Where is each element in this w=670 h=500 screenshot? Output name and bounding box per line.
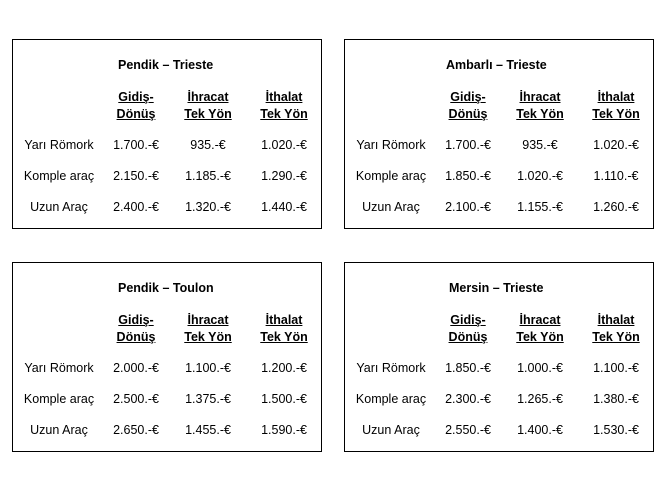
price-ithalat: 1.200.-€ <box>261 361 307 375</box>
header-ihracat-tek-yon: İhracat Tek Yön <box>184 313 232 344</box>
route-title: Pendik – Trieste <box>118 58 214 72</box>
header-ithalat-tek-yon: İthalat Tek Yön <box>260 313 308 344</box>
row-label: Komple araç <box>355 169 427 183</box>
header-ihracat-tek-yon: İhracat Tek Yön <box>516 90 564 121</box>
row-label: Uzun Araç <box>30 200 88 214</box>
price-gidis-donus: 2.300.-€ <box>445 392 491 406</box>
price-gidis-donus: 2.400.-€ <box>113 200 159 214</box>
price-gidis-donus: 2.550.-€ <box>445 423 491 437</box>
price-ithalat: 1.100.-€ <box>593 361 639 375</box>
price-gidis-donus: 2.000.-€ <box>113 361 159 375</box>
table-row <box>13 360 321 376</box>
price-ithalat: 1.530.-€ <box>593 423 639 437</box>
price-ihracat: 1.155.-€ <box>517 200 563 214</box>
price-ihracat: 1.375.-€ <box>185 392 231 406</box>
price-gidis-donus: 1.850.-€ <box>445 361 491 375</box>
route-title: Mersin – Trieste <box>449 281 544 295</box>
price-gidis-donus: 2.150.-€ <box>113 169 159 183</box>
row-label: Komple araç <box>23 392 95 406</box>
table-row <box>13 391 321 407</box>
row-label: Yarı Römork <box>24 361 94 375</box>
header-gidis-donus: Gidiş- Dönüş <box>448 313 488 344</box>
table-row <box>13 168 321 184</box>
header-gidis-donus: Gidiş- Dönüş <box>116 90 156 121</box>
header-ithalat-tek-yon: İthalat Tek Yön <box>592 313 640 344</box>
price-ithalat: 1.380.-€ <box>593 392 639 406</box>
row-label: Uzun Araç <box>30 423 88 437</box>
table-row <box>13 422 321 438</box>
price-ithalat: 1.590.-€ <box>261 423 307 437</box>
row-label: Komple araç <box>355 392 427 406</box>
price-ithalat: 1.110.-€ <box>593 169 639 183</box>
route-title: Pendik – Toulon <box>118 281 214 295</box>
table-row <box>345 360 653 376</box>
table-row <box>345 199 653 215</box>
row-label: Yarı Römork <box>356 361 426 375</box>
price-ihracat: 1.100.-€ <box>185 361 231 375</box>
route-table-ambarli-trieste <box>344 39 654 229</box>
price-ihracat: 935.-€ <box>190 138 226 152</box>
header-gidis-donus: Gidiş- Dönüş <box>116 313 156 344</box>
price-ihracat: 1.265.-€ <box>517 392 563 406</box>
price-gidis-donus: 1.700.-€ <box>113 138 159 152</box>
row-label: Yarı Römork <box>24 138 94 152</box>
header-ihracat-tek-yon: İhracat Tek Yön <box>516 313 564 344</box>
price-ihracat: 1.185.-€ <box>185 169 231 183</box>
price-ihracat: 1.400.-€ <box>517 423 563 437</box>
table-row <box>345 422 653 438</box>
price-ihracat: 1.320.-€ <box>185 200 231 214</box>
price-ihracat: 1.000.-€ <box>517 361 563 375</box>
header-ithalat-tek-yon: İthalat Tek Yön <box>260 90 308 121</box>
route-table-mersin-trieste <box>344 262 654 452</box>
header-gidis-donus: Gidiş- Dönüş <box>448 90 488 121</box>
header-ithalat-tek-yon: İthalat Tek Yön <box>592 90 640 121</box>
price-gidis-donus: 1.700.-€ <box>445 138 491 152</box>
price-ithalat: 1.260.-€ <box>593 200 639 214</box>
table-row <box>345 168 653 184</box>
price-ihracat: 935.-€ <box>522 138 558 152</box>
route-table-pendik-toulon <box>12 262 322 452</box>
row-label: Uzun Araç <box>362 200 420 214</box>
table-row <box>345 391 653 407</box>
table-row <box>345 137 653 153</box>
price-ithalat: 1.440.-€ <box>261 200 307 214</box>
row-label: Komple araç <box>23 169 95 183</box>
table-row <box>13 137 321 153</box>
price-ithalat: 1.020.-€ <box>593 138 639 152</box>
price-ithalat: 1.500.-€ <box>261 392 307 406</box>
row-label: Yarı Römork <box>356 138 426 152</box>
price-ithalat: 1.020.-€ <box>261 138 307 152</box>
table-row <box>13 199 321 215</box>
price-gidis-donus: 2.100.-€ <box>445 200 491 214</box>
row-label: Uzun Araç <box>362 423 420 437</box>
price-ihracat: 1.455.-€ <box>185 423 231 437</box>
price-gidis-donus: 1.850.-€ <box>445 169 491 183</box>
price-ithalat: 1.290.-€ <box>261 169 307 183</box>
route-table-pendik-trieste <box>12 39 322 229</box>
header-ihracat-tek-yon: İhracat Tek Yön <box>184 90 232 121</box>
price-gidis-donus: 2.650.-€ <box>113 423 159 437</box>
price-ihracat: 1.020.-€ <box>517 169 563 183</box>
price-gidis-donus: 2.500.-€ <box>113 392 159 406</box>
route-title: Ambarlı – Trieste <box>446 58 547 72</box>
